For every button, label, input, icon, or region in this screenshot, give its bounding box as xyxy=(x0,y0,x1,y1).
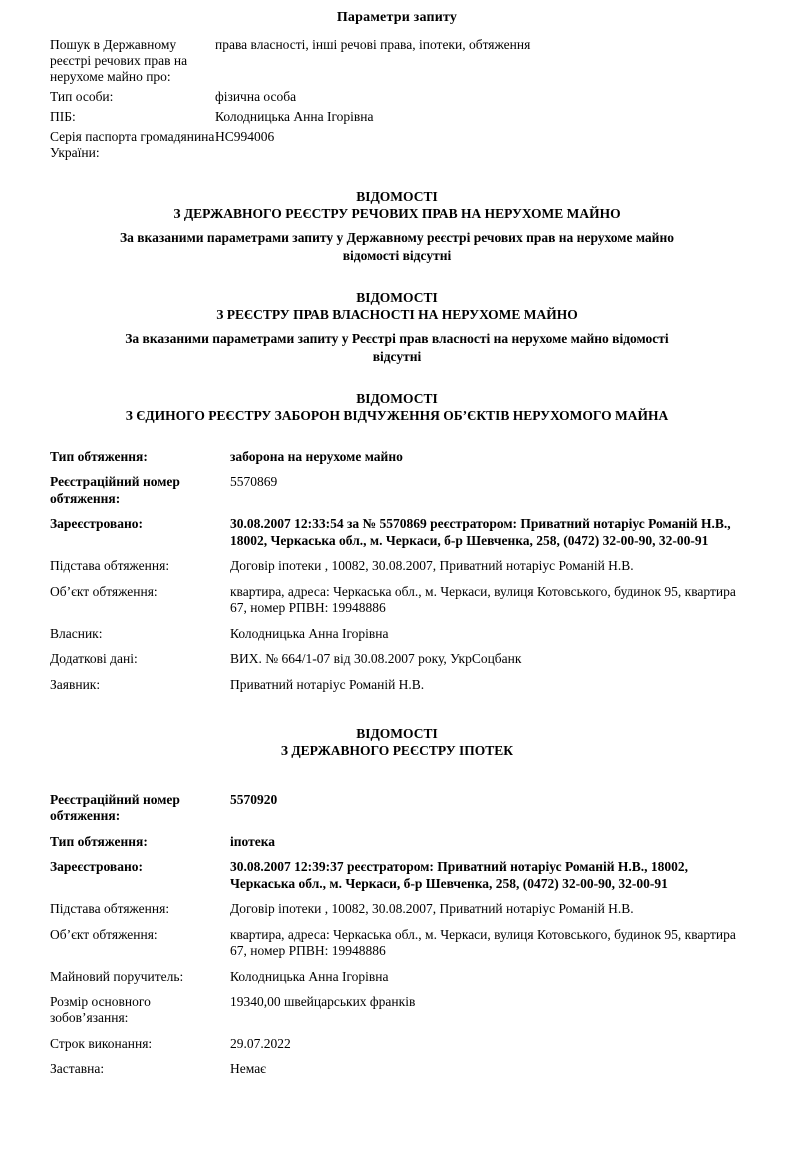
section-heading-line1: ВІДОМОСТІ xyxy=(356,391,438,407)
param-value: НС994006 xyxy=(215,128,275,144)
table-row xyxy=(50,790,744,832)
detail-value: 19340,00 швейцарських франків xyxy=(230,994,416,1010)
detail-value: Колодницька Анна Ігорівна xyxy=(230,625,389,641)
param-value: фізична особа xyxy=(215,88,297,104)
detail-label: Тип обтяження: xyxy=(50,833,148,849)
table-row xyxy=(50,899,744,924)
detail-value: квартира, адреса: Черкаська обл., м. Черкаси, вулиця Котовського, будинок 95, квартира 67, номер РПВН: 19948886 xyxy=(230,583,736,616)
detail-label: Майновий поручитель: xyxy=(50,968,184,984)
detail-value: Немає xyxy=(230,1061,266,1077)
detail-value: 30.08.2007 12:39:37 реєстратором: Приватний нотаріус Романій Н.В., 18002, Черкаська обл., м. Черкаси, б-р Шевченка, 258, (0472) 32-00-90, 32-00-91 xyxy=(230,859,689,891)
detail-label: Заявник: xyxy=(50,676,101,692)
table-row xyxy=(50,925,744,967)
table-row xyxy=(50,675,744,700)
spacer xyxy=(50,425,744,443)
section-heading-line1: ВІДОМОСТІ xyxy=(356,189,438,205)
table-row xyxy=(50,582,744,624)
spacer xyxy=(50,264,744,290)
table-row xyxy=(50,514,744,556)
param-label: Тип особи: xyxy=(50,88,114,104)
param-label: Серія паспорта громадянина України: xyxy=(50,128,215,160)
detail-label: Підстава обтяження: xyxy=(50,558,170,574)
spacer xyxy=(50,700,744,726)
table-row xyxy=(50,1034,744,1059)
detail-label: Об’єкт обтяження: xyxy=(50,583,158,599)
section-note-ownership-register: За вказаними параметрами запиту у Реєстрі прав власності на нерухоме майно відомості відсутні xyxy=(125,331,669,364)
detail-value: Договір іпотеки , 10082, 30.08.2007, Приватний нотаріус Романій Н.В. xyxy=(230,558,634,574)
param-value: права власності, інші речові права, іпотеки, обтяження xyxy=(215,37,531,52)
section-heading-line2: З ДЕРЖАВНОГО РЕЄСТРУ РЕЧОВИХ ПРАВ НА НЕРУХОМЕ МАЙНО xyxy=(173,206,621,222)
table-row xyxy=(50,857,744,899)
page-title: Параметри запиту xyxy=(336,10,458,25)
detail-value: 30.08.2007 12:33:54 за № 5570869 реєстратором: Приватний нотаріус Романій Н.В., 18002, Черкаська обл., м. Черкаси, б-р Шевченка, 258, (0472) 32-00-90, 32-00-91 xyxy=(230,516,731,548)
detail-value: заборона на нерухоме майно xyxy=(230,448,403,464)
table-row xyxy=(50,108,744,128)
section-heading-line2: З РЕЄСТРУ ПРАВ ВЛАСНОСТІ НА НЕРУХОМЕ МАЙНО xyxy=(216,307,578,323)
section-heading-ownership-register xyxy=(50,290,744,324)
spacer xyxy=(50,163,744,189)
detail-label: Реєстраційний номер обтяження: xyxy=(50,791,180,824)
section-heading-line1: ВІДОМОСТІ xyxy=(356,726,438,742)
detail-value: іпотека xyxy=(230,833,276,849)
detail-value: 29.07.2022 xyxy=(230,1035,291,1051)
detail-label: Тип обтяження: xyxy=(50,448,148,464)
section-heading-line2: З ДЕРЖАВНОГО РЕЄСТРУ ІПОТЕК xyxy=(280,742,514,758)
table-row xyxy=(50,128,744,164)
detail-value: Договір іпотеки , 10082, 30.08.2007, Приватний нотаріус Романій Н.В. xyxy=(230,901,634,917)
table-row xyxy=(50,1059,744,1084)
detail-label: Зареєстровано: xyxy=(50,516,143,532)
table-row xyxy=(50,36,744,88)
detail-label: Заставна: xyxy=(50,1061,105,1077)
table-row xyxy=(50,624,744,649)
detail-label: Підстава обтяження: xyxy=(50,901,170,917)
section-heading-rights-register xyxy=(50,189,744,223)
detail-value: 5570869 xyxy=(230,474,278,490)
detail-value: квартира, адреса: Черкаська обл., м. Черкаси, вулиця Котовського, будинок 95, квартира 67, номер РПВН: 19948886 xyxy=(230,926,736,959)
table-row xyxy=(50,88,744,108)
param-value: Колодницька Анна Ігорівна xyxy=(215,108,374,124)
section-heading-prohibitions-register xyxy=(50,391,744,425)
detail-label: Зареєстровано: xyxy=(50,859,143,875)
section-note-rights-register: За вказаними параметрами запиту у Державному реєстрі речових прав на нерухоме майно відомості відсутні xyxy=(119,230,674,263)
detail-value: 5570920 xyxy=(230,791,278,807)
detail-label: Об’єкт обтяження: xyxy=(50,926,158,942)
mortgage-detail-table xyxy=(50,790,744,1085)
detail-label: Розмір основного зобов’язання: xyxy=(50,994,151,1026)
section-heading-line2: З ЄДИНОГО РЕЄСТРУ ЗАБОРОН ВІДЧУЖЕННЯ ОБ’ЄКТІВ НЕРУХОМОГО МАЙНА xyxy=(125,408,669,424)
detail-value: Приватний нотаріус Романій Н.В. xyxy=(230,676,425,692)
table-row xyxy=(50,992,744,1034)
table-row xyxy=(50,649,744,674)
detail-label: Реєстраційний номер обтяження: xyxy=(50,474,180,506)
spacer xyxy=(50,760,744,786)
spacer xyxy=(50,365,744,391)
table-row xyxy=(50,967,744,992)
query-parameters-table xyxy=(50,36,744,163)
param-label: ПІБ: xyxy=(50,108,76,124)
detail-value: Колодницька Анна Ігорівна xyxy=(230,968,389,984)
prohibitions-detail-table xyxy=(50,447,744,700)
section-heading-line1: ВІДОМОСТІ xyxy=(356,290,438,306)
table-row xyxy=(50,556,744,581)
detail-value: ВИХ. № 664/1-07 від 30.08.2007 року, УкрСоцбанк xyxy=(230,651,522,667)
detail-label: Власник: xyxy=(50,625,103,641)
table-row xyxy=(50,472,744,514)
param-label: Пошук в Державному реєстрі речових прав на нерухоме майно про: xyxy=(50,37,188,84)
detail-label: Додаткові дані: xyxy=(50,651,138,667)
table-row xyxy=(50,447,744,472)
table-row xyxy=(50,832,744,857)
section-heading-mortgage-register xyxy=(50,726,744,760)
detail-label: Строк виконання: xyxy=(50,1035,153,1051)
